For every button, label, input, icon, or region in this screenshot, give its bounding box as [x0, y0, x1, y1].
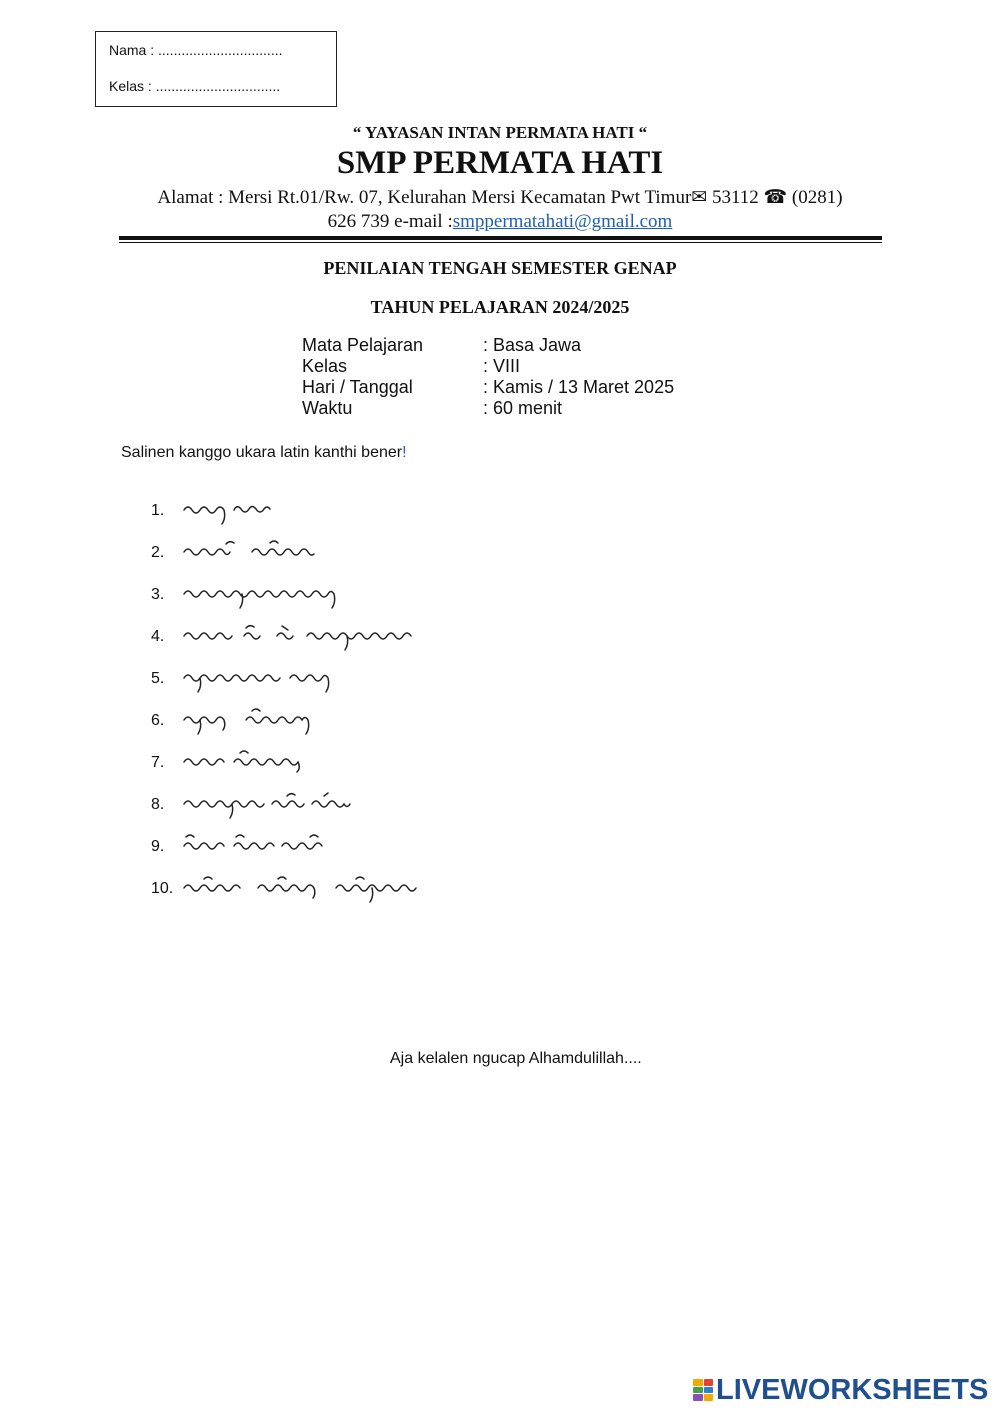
info-value: : Basa Jawa	[483, 335, 582, 355]
foundation-name: “ YAYASAN INTAN PERMATA HATI “	[352, 123, 648, 142]
instruction	[121, 444, 407, 462]
question-number: 6.	[151, 712, 165, 729]
question-number: 10.	[151, 880, 174, 897]
question-number: 7.	[151, 754, 165, 771]
letterhead-divider-thin	[119, 242, 882, 243]
info-label: Waktu	[302, 398, 353, 418]
javanese-script-image	[182, 538, 327, 568]
javanese-script-image	[182, 790, 357, 822]
address-line-2	[0, 211, 1000, 233]
instruction-mark: !	[402, 444, 407, 461]
info-value: : VIII	[483, 356, 521, 376]
question-number: 5.	[151, 670, 165, 687]
name-field[interactable]: Nama : ................................	[109, 42, 283, 58]
info-label: Kelas	[302, 356, 348, 376]
javanese-script-image	[182, 874, 422, 906]
question-number: 2.	[151, 544, 165, 561]
email-link[interactable]: smppermatahati@gmail.com	[452, 211, 673, 232]
exam-title: PENILAIAN TENGAH SEMESTER GENAP	[323, 258, 677, 278]
javanese-script-image	[182, 706, 322, 738]
question-number: 9.	[151, 838, 165, 855]
javanese-script-image	[182, 664, 342, 696]
javanese-script-image	[182, 580, 357, 612]
school-name: SMP PERMATA HATI	[336, 145, 664, 181]
address-phone-email-prefix: 626 739 e-mail :	[327, 211, 453, 232]
liveworksheets-wordmark: LIVEWORKSHEETS	[716, 1374, 989, 1406]
javanese-script-image	[182, 622, 422, 652]
letterhead-divider-thick	[119, 236, 882, 240]
student-identity-box	[95, 31, 337, 107]
info-value: : Kamis / 13 Maret 2025	[483, 377, 675, 397]
javanese-script-image	[182, 496, 282, 526]
question-number: 1.	[151, 502, 165, 519]
info-label: Hari / Tanggal	[302, 377, 413, 397]
info-label: Mata Pelajaran	[302, 335, 424, 355]
javanese-script-image	[182, 748, 307, 778]
question-number: 3.	[151, 586, 165, 603]
class-field[interactable]: Kelas : ................................	[109, 78, 281, 94]
liveworksheets-logo-icon	[693, 1379, 713, 1401]
question-number: 8.	[151, 796, 165, 813]
info-value: : 60 menit	[483, 398, 563, 418]
liveworksheets-logo[interactable]	[693, 1375, 988, 1405]
instruction-text: Salinen kanggo ukara latin kanthi bener	[121, 444, 403, 461]
question-number: 4.	[151, 628, 165, 645]
javanese-script-image	[182, 832, 327, 862]
address-line-1: Alamat : Mersi Rt.01/Rw. 07, Kelurahan Mersi Kecamatan Pwt Timur✉ 53112 ☎ (0281)	[157, 187, 843, 208]
exam-year: TAHUN PELAJARAN 2024/2025	[370, 297, 630, 317]
closing-message: Aja kelalen ngucap Alhamdulillah....	[390, 1050, 642, 1067]
